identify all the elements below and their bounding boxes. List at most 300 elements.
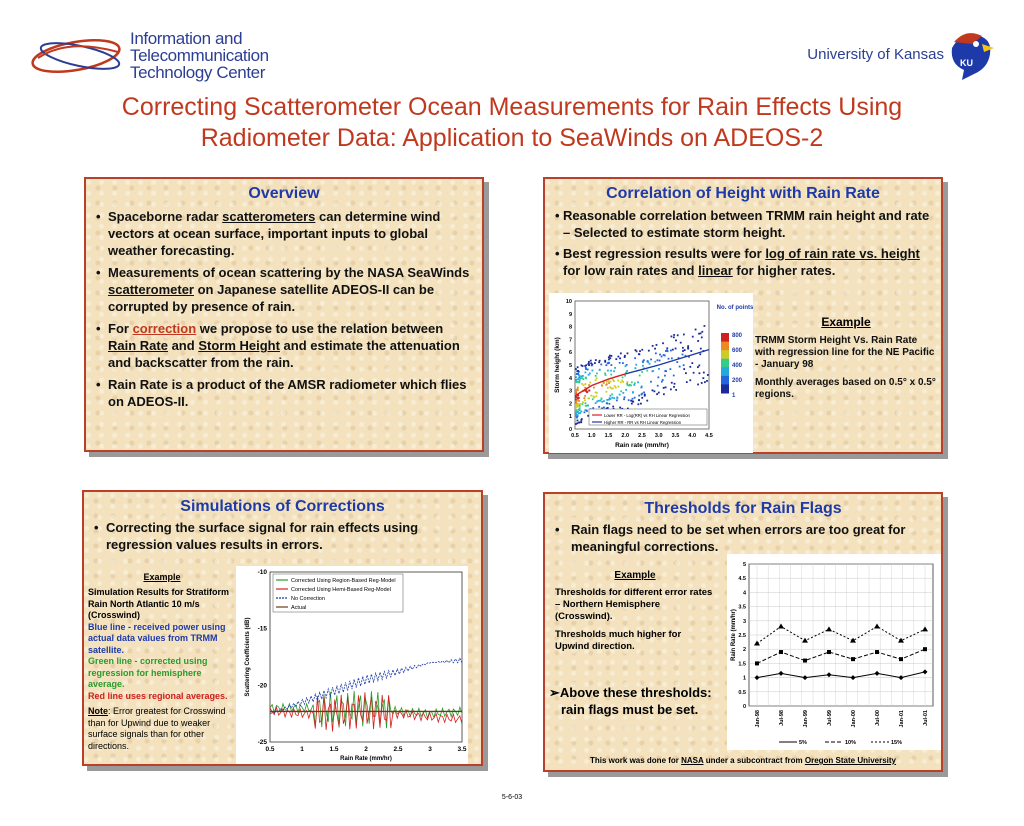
scatter-point: [575, 399, 577, 401]
thresh-y-tick: 1.5: [738, 661, 746, 668]
scatter-point: [634, 397, 636, 399]
simulations-text-1: Simulation Results for Stratiform Rain North Atlantic 10 m/s (Crosswind): [88, 587, 230, 620]
scatter-point: [578, 422, 580, 424]
scatter-x-tick: 4.0: [688, 433, 697, 439]
scatter-point: [670, 350, 672, 352]
scatter-point: [620, 381, 622, 383]
scatter-point: [605, 364, 607, 366]
colorbar-tick: 200: [732, 378, 743, 384]
scatter-point: [577, 378, 579, 380]
scatter-point: [575, 389, 577, 391]
thresholds-heading: Thresholds for Rain Flags: [644, 500, 842, 517]
scatter-y-tick: 3: [568, 388, 572, 395]
sim-legend-entry-1: Corrected Using Region-Based Reg-Model: [291, 578, 396, 584]
scatter-point: [670, 388, 672, 390]
scatter-point: [609, 386, 611, 388]
sim-y-tick: -15: [257, 625, 267, 633]
scatter-point: [663, 393, 665, 395]
scatter-point: [613, 380, 615, 382]
sim-legend-entry-4: Actual: [291, 605, 307, 611]
scatter-point: [674, 383, 676, 385]
scatter-point: [659, 354, 661, 356]
scatter-point: [583, 397, 585, 399]
university-name: University of Kansas: [807, 46, 944, 63]
scatter-point: [588, 361, 590, 363]
scatter-point: [596, 392, 598, 394]
scatter-point: [638, 395, 640, 397]
scatter-point: [577, 370, 579, 372]
scatter-point: [624, 355, 626, 357]
scatter-point: [617, 397, 619, 399]
scatter-point: [575, 391, 577, 393]
scatter-y-tick: 5: [568, 363, 572, 369]
scatter-point: [585, 377, 587, 379]
scatter-point: [588, 374, 590, 376]
scatter-y-tick: 0: [568, 427, 572, 433]
scatter-point: [704, 325, 706, 327]
colorbar-segment: [721, 342, 729, 351]
scatter-point: [657, 359, 659, 361]
scatter-point: [628, 399, 630, 401]
scatter-point: [595, 395, 597, 397]
scatter-point: [672, 349, 674, 351]
scatter-point: [588, 390, 590, 392]
scatter-point: [577, 405, 579, 407]
scatter-point: [584, 411, 586, 413]
scatter-point: [643, 392, 645, 394]
thresholds-bullet-1: • Rain flags need to be set when errors are too great for meaningful corrections.: [545, 521, 931, 555]
scatter-point: [664, 375, 666, 377]
itc-swoosh-icon: [28, 28, 128, 84]
scatter-point: [581, 377, 583, 379]
overview-bullet-2: • Measurements of ocean scattering by the NASA SeaWinds scatterometer on Japanese satellite ADEOS-II can be corrupted by presence of rain.: [86, 264, 472, 315]
storm-height-scatter-chart: [549, 293, 753, 453]
scatter-point: [584, 371, 586, 373]
thresholds-panel: [543, 492, 943, 772]
thresh-marker-10: [803, 659, 807, 663]
scatter-point: [655, 352, 657, 354]
scatter-point: [603, 400, 605, 402]
scatter-point: [603, 382, 605, 384]
scatter-point: [596, 377, 598, 379]
scatter-point: [687, 345, 689, 347]
scatter-point: [615, 358, 617, 360]
scatter-point: [593, 387, 595, 389]
scatter-point: [636, 350, 638, 352]
scatter-point: [585, 383, 587, 385]
scatter-point: [697, 366, 699, 368]
scatter-point: [628, 385, 630, 387]
scatter-point: [599, 400, 601, 402]
scatter-point: [662, 342, 664, 344]
scatter-point: [656, 344, 658, 346]
scatter-point: [630, 400, 632, 402]
sim-x-tick: 1: [300, 746, 304, 753]
scatter-point: [576, 417, 578, 419]
scatter-y-tick: 1: [568, 414, 572, 421]
scatter-point: [607, 370, 609, 372]
scatter-point: [601, 385, 603, 387]
scatter-point: [613, 397, 615, 399]
scatter-point: [606, 391, 608, 393]
scatter-point: [575, 368, 577, 370]
scatter-point: [665, 386, 667, 388]
scatter-point: [621, 380, 623, 382]
itc-logo: [28, 28, 268, 84]
scatter-point: [701, 331, 703, 333]
scatter-x-label: Rain rate (mm/hr): [615, 442, 669, 449]
scatter-point: [606, 399, 608, 401]
scatter-point: [697, 384, 699, 386]
scatter-point: [656, 393, 658, 395]
correlation-panel: [543, 177, 943, 454]
scatter-point: [577, 399, 579, 401]
scatter-point: [600, 364, 602, 366]
scatter-x-tick: 1.0: [587, 433, 596, 439]
scatter-point: [642, 361, 644, 363]
sim-legend-entry-3: No Correction: [291, 596, 325, 602]
poster-date: 5-6-03: [501, 794, 523, 801]
scatter-point: [691, 362, 693, 364]
thresh-x-tick: Jul-01: [923, 710, 929, 726]
scatter-point: [639, 375, 641, 377]
sim-x-tick: 0.5: [265, 746, 275, 753]
scatter-point: [627, 352, 629, 354]
scatter-y-tick: 6: [568, 350, 572, 357]
thresholds-text-2: Thresholds much higher for Upwind direction.: [555, 629, 682, 652]
scatter-point: [626, 370, 628, 372]
scatter-point: [684, 349, 686, 351]
scatter-point: [577, 366, 579, 368]
scatter-point: [595, 359, 597, 361]
scatter-point: [582, 375, 584, 377]
thresh-y-tick: 2.5: [738, 633, 746, 639]
sim-y-tick: -25: [257, 739, 267, 746]
scatter-point: [689, 379, 691, 381]
scatter-point: [626, 381, 628, 383]
correlation-example: [755, 315, 937, 401]
overview-bullet-3: • For correction we propose to use the relation between Rain Rate and Storm Height and estimate the attenuation and backscatter from the rain.: [86, 320, 472, 371]
scatter-point: [610, 364, 612, 366]
scatter-point: [580, 411, 582, 413]
scatter-point: [589, 382, 591, 384]
scatter-point: [603, 407, 605, 409]
scatter-y-label: Storm height (km): [554, 337, 561, 393]
thresh-x-tick: Jan-01: [899, 710, 905, 728]
scatter-point: [575, 407, 577, 409]
scatter-point: [647, 361, 649, 363]
scatter-point: [611, 397, 613, 399]
correlation-bullet-1: • Reasonable correlation between TRMM rain height and rate – Selected to estimate storm height.: [545, 207, 931, 241]
scatter-point: [610, 381, 612, 383]
scatter-point: [577, 420, 579, 422]
scatter-point: [579, 405, 581, 407]
scatter-point: [639, 350, 641, 352]
scatter-point: [608, 358, 610, 360]
simulations-example: [88, 572, 236, 752]
rain-flag-threshold-chart: [727, 554, 941, 750]
scatter-point: [675, 389, 677, 391]
scatter-point: [652, 370, 654, 372]
scatter-point: [623, 398, 625, 400]
scatter-point: [598, 361, 600, 363]
scattering-coefficient-chart: [236, 566, 468, 764]
scatter-point: [608, 403, 610, 405]
scatter-point: [687, 347, 689, 349]
colorbar-tick: 600: [732, 348, 743, 354]
scatter-point: [579, 375, 581, 377]
scatter-point: [601, 401, 603, 403]
scatter-point: [664, 370, 666, 372]
scatter-point: [617, 356, 619, 358]
scatter-point: [641, 386, 643, 388]
scatter-point: [632, 398, 634, 400]
scatter-point: [619, 394, 621, 396]
thresh-y-tick: 1: [742, 675, 746, 682]
scatter-point: [599, 369, 601, 371]
funding-footnote: This work was done for NASA under a subcontract from Oregon State University: [590, 756, 896, 765]
scatter-point: [676, 361, 678, 363]
scatter-point: [680, 342, 682, 344]
scatter-point: [630, 385, 632, 387]
colorbar-segment: [721, 333, 729, 342]
scatter-point: [658, 392, 660, 394]
colorbar-segment: [721, 367, 729, 376]
scatter-point: [591, 364, 593, 366]
scatter-point: [649, 363, 651, 365]
scatter-point: [652, 389, 654, 391]
scatter-point: [594, 362, 596, 364]
scatter-point: [697, 340, 699, 342]
scatter-point: [693, 372, 695, 374]
scatter-point: [650, 381, 652, 383]
scatter-point: [595, 402, 597, 404]
scatter-point: [703, 372, 705, 374]
scatter-point: [612, 387, 614, 389]
thresh-x-tick: Jan-00: [851, 710, 857, 728]
scatter-point: [700, 348, 702, 350]
scatter-point: [683, 364, 685, 366]
colorbar-title: No. of points: [716, 305, 753, 311]
scatter-point: [671, 382, 673, 384]
thresh-legend-entry-1: 5%: [799, 740, 807, 746]
scatter-point: [582, 365, 584, 367]
sim-y-label: Scattering Coefficients (dB): [245, 617, 251, 697]
scatter-point: [607, 387, 609, 389]
scatter-point: [642, 365, 644, 367]
scatter-y-tick: 4: [568, 375, 572, 382]
jayhawk-mascot-icon: [942, 28, 996, 84]
sim-x-tick: 2: [364, 746, 368, 753]
scatter-point: [692, 336, 694, 338]
scatter-point: [584, 395, 586, 397]
scatter-point: [625, 389, 627, 391]
scatter-point: [702, 377, 704, 379]
scatter-point: [608, 362, 610, 364]
scatter-point: [575, 423, 577, 425]
scatter-point: [575, 412, 577, 414]
simulations-note: Note: Error greatest for Crosswind than for Upwind due to weaker surface signals than for other directions.: [88, 706, 226, 751]
scatter-point: [595, 379, 597, 381]
scatter-point: [675, 340, 677, 342]
scatter-point: [659, 360, 661, 362]
scatter-point: [701, 336, 703, 338]
scatter-point: [673, 334, 675, 336]
poster-title: [40, 92, 984, 154]
scatter-point: [601, 398, 603, 400]
scatter-point: [666, 350, 668, 352]
scatter-point: [622, 392, 624, 394]
correlation-example-text1: TRMM Storm Height Vs. Rain Rate with regression line for the NE Pacific - January 98: [755, 335, 935, 370]
scatter-point: [582, 401, 584, 403]
scatter-point: [619, 362, 621, 364]
overview-panel: [84, 177, 484, 452]
scatter-point: [595, 375, 597, 377]
scatter-point: [582, 403, 584, 405]
scatter-point: [617, 380, 619, 382]
thresholds-above-note: ➢Above these thresholds: rain flags must be set.: [549, 685, 712, 717]
scatter-point: [624, 375, 626, 377]
scatter-point: [657, 385, 659, 387]
scatter-point: [677, 334, 679, 336]
scatter-point: [586, 410, 588, 412]
sim-x-tick: 3.5: [457, 746, 467, 753]
scatter-point: [598, 400, 600, 402]
scatter-point: [632, 391, 634, 393]
scatter-x-tick: 1.5: [604, 433, 613, 439]
simulations-text-3: Green line - corrected using regression for hemisphere average.: [88, 656, 208, 689]
simulations-heading: Simulations of Corrections: [180, 498, 385, 515]
scatter-point: [641, 349, 643, 351]
scatter-legend-entry-1: Lower RR - Log(RR) vs RH Linear Regression: [604, 413, 690, 418]
simulations-example-title: Example: [143, 572, 181, 582]
scatter-point: [638, 353, 640, 355]
scatter-y-tick: 9: [568, 311, 572, 318]
scatter-point: [682, 347, 684, 349]
scatter-point: [669, 368, 671, 370]
scatter-point: [634, 382, 636, 384]
scatter-point: [594, 397, 596, 399]
scatter-point: [579, 379, 581, 381]
thresh-y-tick: 2: [742, 647, 746, 654]
thresh-marker-10: [899, 657, 903, 661]
scatter-point: [683, 334, 685, 336]
scatter-point: [658, 368, 660, 370]
scatter-point: [590, 360, 592, 362]
scatter-point: [620, 352, 622, 354]
scatter-point: [626, 383, 628, 385]
thresh-y-tick: 0.5: [738, 689, 746, 696]
scatter-point: [634, 357, 636, 359]
scatter-y-tick: 7: [568, 337, 572, 344]
scatter-point: [576, 409, 578, 411]
thresh-marker-10: [875, 650, 879, 654]
simulations-bullet-1: • Correcting the surface signal for rain effects using regression values results in errors.: [84, 519, 471, 553]
sim-x-tick: 1.5: [329, 746, 339, 753]
scatter-point: [604, 373, 606, 375]
simulations-text-4: Red line uses regional averages.: [88, 690, 228, 701]
colorbar-segment: [721, 384, 729, 393]
thresh-marker-10: [827, 650, 831, 654]
scatter-point: [704, 381, 706, 383]
scatter-point: [606, 402, 608, 404]
scatter-legend-entry-2: Higher RR - RR vs RH Linear Regression: [604, 420, 682, 425]
scatter-point: [580, 419, 582, 421]
thresh-marker-10: [923, 647, 927, 651]
title-line2: Radiometer Data: Application to SeaWinds on ADEOS-2: [200, 124, 824, 152]
scatter-point: [679, 366, 681, 368]
scatter-point: [652, 345, 654, 347]
scatter-point: [608, 399, 610, 401]
scatter-point: [673, 386, 675, 388]
scatter-point: [625, 365, 627, 367]
scatter-point: [673, 336, 675, 338]
scatter-point: [606, 381, 608, 383]
colorbar-segment: [721, 359, 729, 368]
scatter-point: [644, 395, 646, 397]
scatter-y-tick: 8: [568, 324, 572, 331]
scatter-point: [604, 360, 606, 362]
scatter-point: [640, 403, 642, 405]
thresh-x-tick: Jan-99: [803, 710, 809, 728]
scatter-point: [624, 396, 626, 398]
scatter-point: [588, 364, 590, 366]
scatter-point: [698, 333, 700, 335]
scatter-point: [682, 354, 684, 356]
scatter-point: [675, 348, 677, 350]
scatter-x-tick: 3.0: [654, 433, 663, 439]
scatter-point: [689, 366, 691, 368]
thresh-y-label: Rain Rate (mm/hr): [731, 609, 737, 661]
scatter-point: [588, 384, 590, 386]
thresholds-example: [555, 570, 715, 653]
scatter-point: [668, 358, 670, 360]
scatter-point: [587, 369, 589, 371]
scatter-point: [585, 402, 587, 404]
scatter-point: [592, 407, 594, 409]
thresh-x-tick: Jul-00: [875, 710, 881, 726]
scatter-point: [661, 356, 663, 358]
thresh-x-tick: Jul-99: [827, 710, 833, 726]
thresh-marker-10: [755, 661, 759, 665]
scatter-point: [638, 399, 640, 401]
scatter-y-tick: 10: [565, 299, 572, 305]
scatter-point: [648, 350, 650, 352]
scatter-point: [605, 374, 607, 376]
scatter-point: [609, 395, 611, 397]
scatter-point: [671, 357, 673, 359]
thresholds-example-title: Example: [614, 570, 656, 581]
scatter-point: [641, 397, 643, 399]
scatter-point: [661, 381, 663, 383]
correlation-example-text2: Monthly averages based on 0.5° x 0.5° regions.: [755, 377, 936, 400]
scatter-point: [695, 329, 697, 331]
scatter-point: [619, 407, 621, 409]
scatter-point: [641, 393, 643, 395]
thresh-x-tick: Jan-98: [755, 710, 761, 728]
colorbar-segment: [721, 376, 729, 385]
scatter-point: [654, 390, 656, 392]
scatter-point: [577, 398, 579, 400]
correlation-bullet-2: • Best regression results were for log of rain rate vs. height for low rain rates and linear for higher rates.: [545, 245, 931, 279]
scatter-point: [657, 376, 659, 378]
thresh-x-tick: Jul-98: [779, 710, 785, 726]
thresholds-text-1: Thresholds for different error rates – Northern Hemisphere (Crosswind).: [555, 587, 713, 622]
correlation-heading: Correlation of Height with Rain Rate: [606, 185, 880, 202]
thresh-marker-10: [779, 650, 783, 654]
scatter-x-tick: 4.5: [705, 433, 713, 439]
scatter-point: [637, 381, 639, 383]
